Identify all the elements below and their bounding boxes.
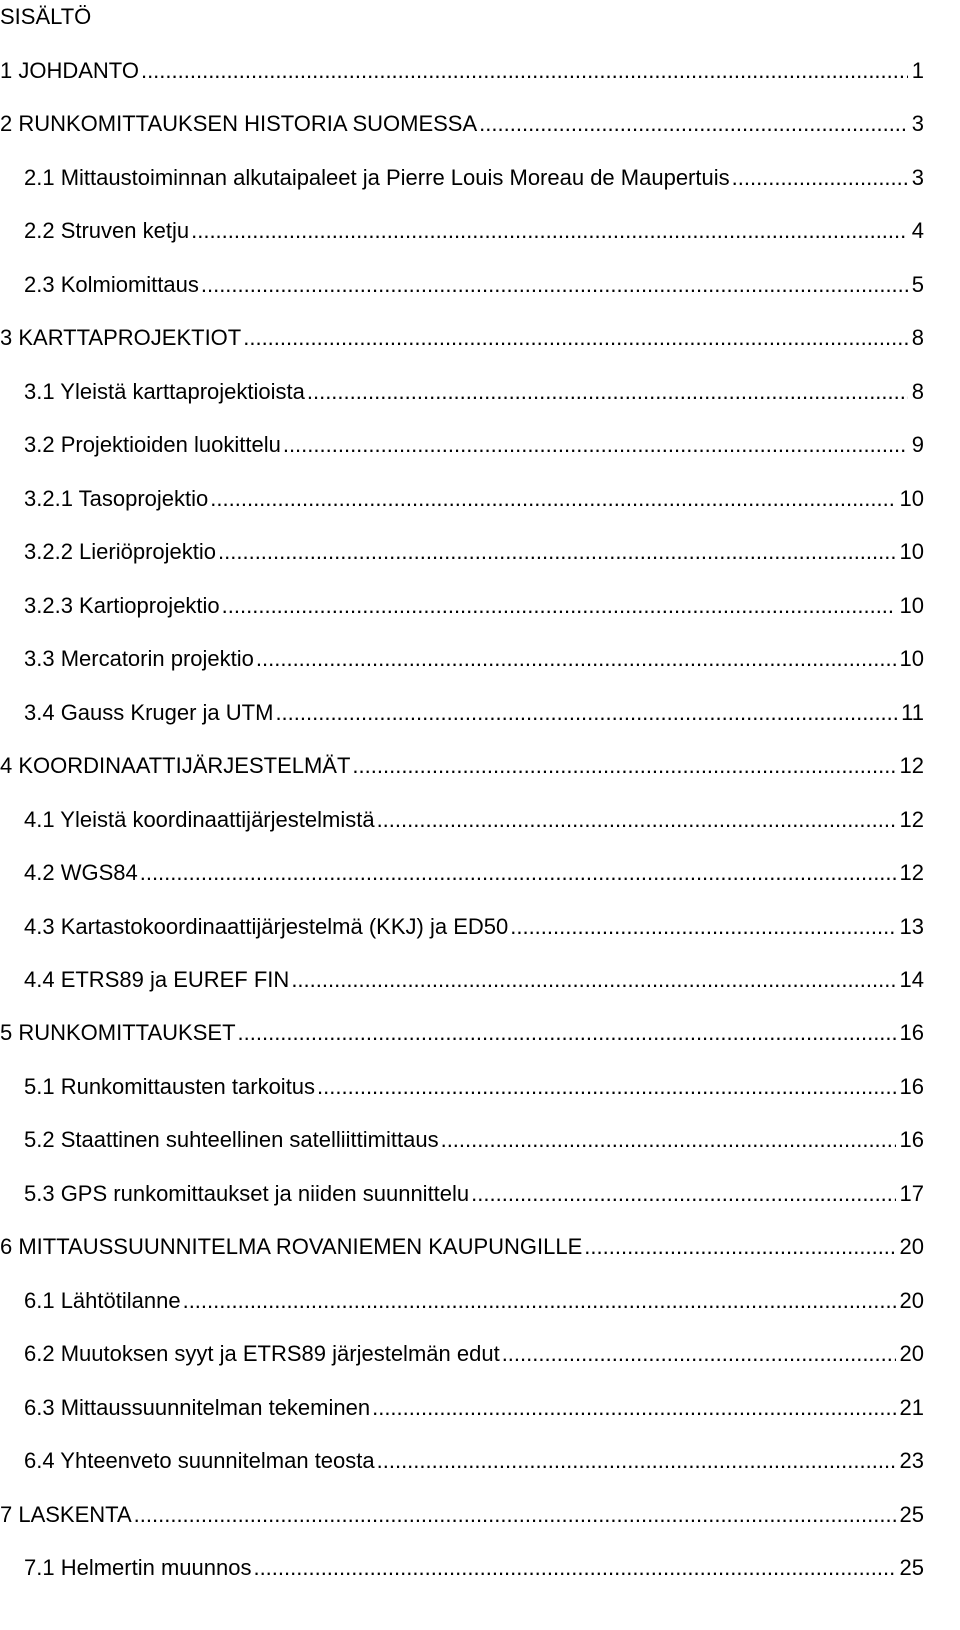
toc-entry[interactable]	[0, 698, 924, 751]
toc-entry-page-number: 21	[899, 1394, 924, 1420]
toc-entry-label: 5.2 Staattinen suhteellinen satelliittimittaus	[24, 1127, 439, 1153]
toc-entry-page-number: 16	[899, 1073, 924, 1099]
toc-entry[interactable]	[0, 1018, 924, 1071]
toc-entry-page-number: 16	[899, 1020, 924, 1046]
toc-dot-leader	[441, 1125, 896, 1155]
toc-entry-page-number: 12	[899, 753, 924, 779]
toc-entry-label: 3.4 Gauss Kruger ja UTM	[24, 699, 274, 725]
toc-dot-leader	[275, 698, 897, 728]
toc-entry-label: 6.3 Mittaussuunnitelman tekeminen	[24, 1394, 371, 1420]
toc-entry[interactable]	[0, 1286, 924, 1339]
toc-entry[interactable]	[0, 1393, 924, 1446]
toc-entry-label: 3.2 Projektioiden luokittelu	[24, 432, 281, 458]
toc-dot-leader	[471, 1179, 895, 1209]
toc-entry-page-number: 11	[901, 699, 924, 725]
toc-dot-leader	[243, 323, 908, 353]
toc-dot-leader	[317, 1072, 895, 1102]
toc-entry-page-number: 20	[899, 1287, 924, 1313]
toc-dot-leader	[256, 644, 896, 674]
toc-entry-label: 2.1 Mittaustoiminnan alkutaipaleet ja Pierre Louis Moreau de Maupertuis	[24, 164, 730, 190]
toc-entry[interactable]	[0, 912, 924, 965]
toc-entry-label: 5 RUNKOMITTAUKSET	[0, 1020, 236, 1046]
toc-entry[interactable]	[0, 216, 924, 269]
toc-entry[interactable]	[0, 484, 924, 537]
toc-entry-page-number: 3	[911, 111, 924, 137]
toc-dot-leader	[210, 484, 895, 514]
toc-dot-leader	[372, 1393, 895, 1423]
toc-title: SISÄLTÖ	[0, 4, 92, 29]
toc-entry-page-number: 10	[899, 592, 924, 618]
toc-entry-label: 4.2 WGS84	[24, 860, 138, 886]
toc-entry-page-number: 1	[911, 58, 924, 83]
toc-entry-label: 6.4 Yhteenveto suunnitelman teosta	[24, 1448, 375, 1474]
toc-entry[interactable]	[0, 1125, 924, 1178]
toc-entry-label: 2.3 Kolmiomittaus	[24, 271, 199, 297]
toc-entry[interactable]	[0, 644, 924, 697]
toc-dot-leader	[584, 1232, 895, 1262]
toc-entry-page-number: 13	[899, 913, 924, 939]
toc-dot-leader	[377, 805, 896, 835]
toc-entry-page-number: 12	[899, 860, 924, 886]
toc-entry-label: 7.1 Helmertin muunnos	[24, 1555, 252, 1581]
toc-dot-leader	[191, 216, 908, 246]
toc-entry-page-number: 4	[911, 218, 924, 244]
toc-entry[interactable]	[0, 965, 924, 1018]
toc-dot-leader	[253, 1553, 895, 1583]
toc-dot-leader	[201, 270, 908, 300]
toc-entry-label: 3.3 Mercatorin projektio	[24, 646, 254, 672]
toc-dot-leader	[134, 1500, 896, 1530]
toc-entry-label: 6 MITTAUSSUUNNITELMA ROVANIEMEN KAUPUNGILLE	[0, 1234, 583, 1260]
toc-entry[interactable]	[0, 163, 924, 216]
toc-entry[interactable]	[0, 858, 924, 911]
toc-dot-leader	[238, 1018, 896, 1048]
toc-entry-page-number: 10	[899, 539, 924, 565]
toc-dot-leader	[352, 751, 895, 781]
toc-entry-page-number: 10	[899, 646, 924, 672]
toc-dot-leader	[140, 858, 896, 888]
toc-dot-leader	[218, 537, 896, 567]
toc-dot-leader	[183, 1286, 896, 1316]
toc-entry-label: 6.2 Muutoksen syyt ja ETRS89 järjestelmän edut	[24, 1341, 500, 1367]
toc-entry[interactable]	[0, 323, 924, 376]
toc-list	[0, 56, 924, 1607]
toc-entry-page-number: 12	[899, 806, 924, 832]
toc-entry-page-number: 10	[899, 485, 924, 511]
toc-entry-label: 4.3 Kartastokoordinaattijärjestelmä (KKJ) ja ED50	[24, 913, 509, 939]
toc-dot-leader	[222, 591, 896, 621]
toc-dot-leader	[291, 965, 895, 995]
toc-entry-page-number: 8	[911, 378, 924, 404]
toc-dot-leader	[502, 1339, 896, 1369]
toc-entry-label: 6.1 Lähtötilanne	[24, 1287, 181, 1313]
toc-entry-page-number: 3	[911, 164, 924, 190]
toc-entry[interactable]	[0, 751, 924, 804]
toc-entry[interactable]	[0, 1339, 924, 1392]
toc-entry-page-number: 14	[899, 966, 924, 992]
toc-entry-page-number: 20	[899, 1234, 924, 1260]
toc-dot-leader	[732, 163, 908, 193]
toc-entry[interactable]	[0, 1072, 924, 1125]
toc-entry[interactable]	[0, 377, 924, 430]
toc-entry-label: 1 JOHDANTO	[0, 58, 139, 83]
toc-entry-page-number: 20	[899, 1341, 924, 1367]
toc-entry[interactable]	[0, 1446, 924, 1499]
toc-entry[interactable]	[0, 1232, 924, 1285]
toc-entry-page-number: 17	[899, 1180, 924, 1206]
toc-entry-label: 4.4 ETRS89 ja EUREF FIN	[24, 966, 290, 992]
toc-dot-leader	[141, 56, 908, 86]
toc-entry-page-number: 25	[899, 1501, 924, 1527]
toc-entry-page-number: 25	[899, 1555, 924, 1581]
toc-dot-leader	[479, 109, 908, 139]
toc-dot-leader	[307, 377, 908, 407]
toc-entry-label: 7 LASKENTA	[0, 1501, 132, 1527]
toc-entry[interactable]	[0, 1553, 924, 1606]
toc-entry-label: 4 KOORDINAATTIJÄRJESTELMÄT	[0, 753, 351, 779]
toc-dot-leader	[283, 430, 908, 460]
toc-entry[interactable]	[0, 56, 924, 109]
toc-entry-label: 5.3 GPS runkomittaukset ja niiden suunnittelu	[24, 1180, 470, 1206]
toc-dot-leader	[510, 912, 895, 942]
toc-entry[interactable]	[0, 537, 924, 590]
toc-entry-label: 2.2 Struven ketju	[24, 218, 190, 244]
toc-entry-label: 3.2.2 Lieriöprojektio	[24, 539, 217, 565]
toc-entry[interactable]	[0, 1500, 924, 1553]
toc-entry[interactable]	[0, 109, 924, 162]
toc-entry-page-number: 5	[911, 271, 924, 297]
toc-dot-leader	[377, 1446, 896, 1476]
toc-entry-label: 3.2.3 Kartioprojektio	[24, 592, 220, 618]
toc-entry-page-number: 16	[899, 1127, 924, 1153]
toc-entry-label: 5.1 Runkomittausten tarkoitus	[24, 1073, 316, 1099]
toc-entry[interactable]	[0, 430, 924, 483]
toc-entry[interactable]	[0, 270, 924, 323]
toc-entry-label: 2 RUNKOMITTAUKSEN HISTORIA SUOMESSA	[0, 111, 478, 137]
toc-entry-label: 3.1 Yleistä karttaprojektioista	[24, 378, 305, 404]
toc-entry-label: 4.1 Yleistä koordinaattijärjestelmistä	[24, 806, 375, 832]
toc-entry[interactable]	[0, 591, 924, 644]
toc-entry[interactable]	[0, 805, 924, 858]
toc-entry-label: 3 KARTTAPROJEKTIOT	[0, 325, 242, 351]
toc-entry-label: 3.2.1 Tasoprojektio	[24, 485, 209, 511]
toc-entry-page-number: 8	[911, 325, 924, 351]
toc-entry[interactable]	[0, 1179, 924, 1232]
toc-entry-page-number: 23	[899, 1448, 924, 1474]
toc-entry-page-number: 9	[911, 432, 924, 458]
